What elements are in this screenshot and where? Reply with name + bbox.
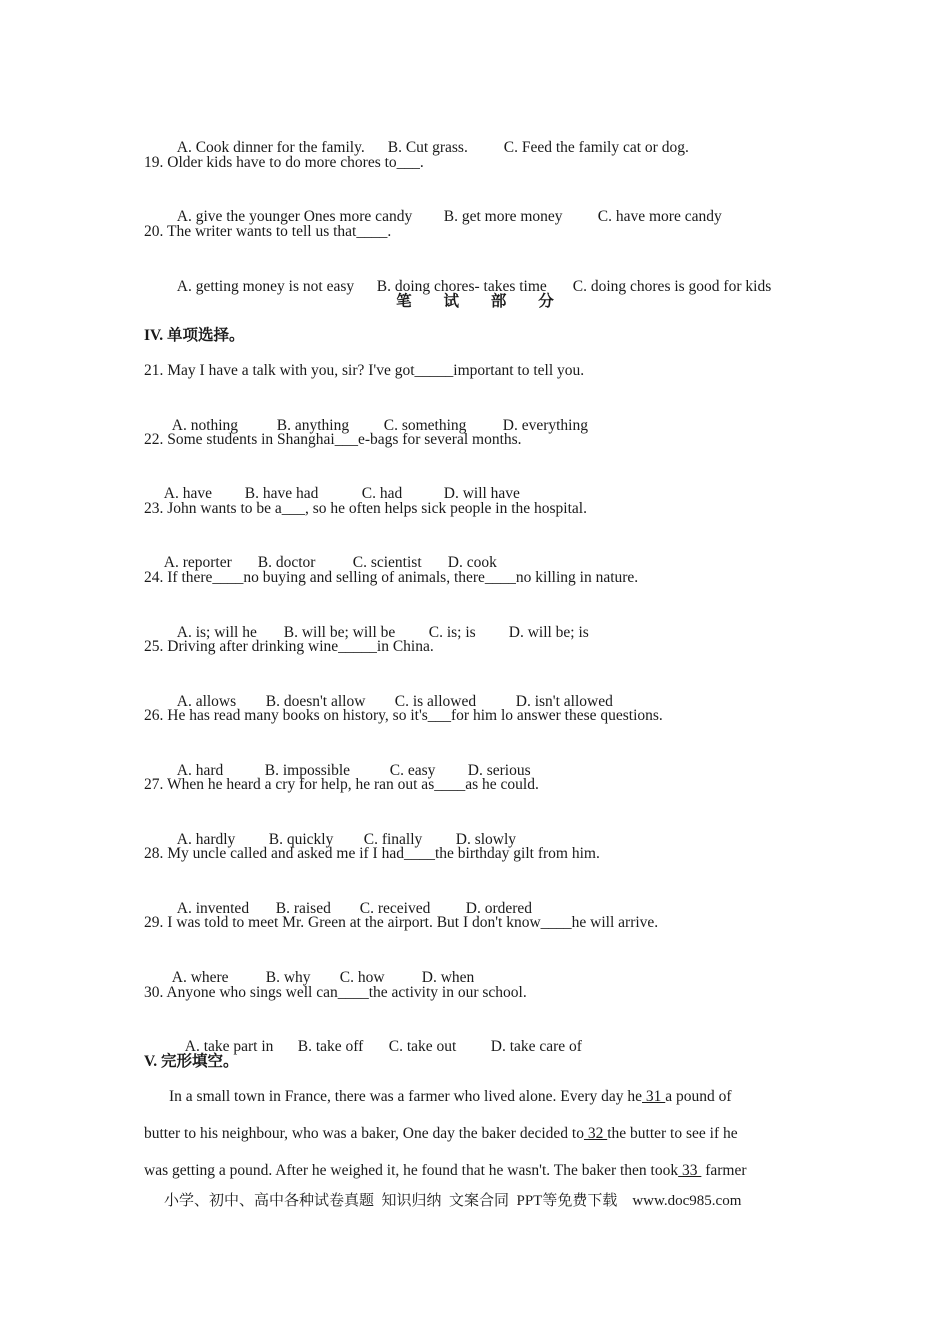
cloze-text: farmer: [701, 1162, 747, 1179]
option: B. doesn't allow: [265, 693, 366, 710]
option: C. finally: [363, 831, 423, 848]
option: A. getting money is not easy: [176, 278, 355, 295]
cloze-line-2: [144, 1124, 738, 1144]
option: D. isn't allowed: [515, 693, 613, 710]
option: A. invented: [176, 900, 250, 917]
option: D. everything: [502, 417, 588, 434]
page-footer: 小学、初中、高中各种试卷真题 知识归纳 文案合同 PPT等免费下载 www.doc985.com: [164, 1193, 742, 1209]
option: D. serious: [467, 762, 531, 779]
cloze-text: butter to his neighbour, who was a baker, One day the baker decided to: [144, 1125, 584, 1142]
option: A. is; will he: [176, 624, 257, 641]
question-28: 28. My uncle called and asked me if I had____the birthday gilt from him.: [144, 845, 600, 862]
option: B. Cut grass.: [387, 139, 468, 156]
cloze-text: a pound of: [665, 1088, 732, 1105]
option: A. allows: [176, 693, 237, 710]
option: C. doing chores is good for kids: [572, 278, 772, 295]
option: C. how: [339, 969, 385, 986]
option: B. raised: [275, 900, 331, 917]
question-22: 22. Some students in Shanghai___e-bags for several months.: [144, 431, 522, 448]
option: D. when: [421, 969, 475, 986]
option: B. have had: [244, 485, 319, 502]
option: D. cook: [447, 554, 497, 571]
option: C. Feed the family cat or dog.: [503, 139, 689, 156]
question-19: 19. Older kids have to do more chores to___.: [144, 154, 424, 171]
option: A. reporter: [163, 554, 232, 571]
section-4-heading: IV. 单项选择。: [144, 327, 245, 344]
cloze-text: In a small town in France, there was a farmer who lived alone. Every day he: [169, 1088, 643, 1105]
question-27: 27. When he heard a cry for help, he ran out as____as he could.: [144, 776, 539, 793]
cloze-text: the butter to see if he: [607, 1125, 738, 1142]
written-part-title: 笔 试 部 分: [396, 293, 568, 310]
option: C. have more candy: [597, 208, 722, 225]
option: A. take part in: [184, 1038, 274, 1055]
cloze-line-1: [169, 1087, 732, 1107]
option: C. something: [383, 417, 467, 434]
option: B. will be; will be: [283, 624, 396, 641]
cloze-blank-31: 31: [642, 1088, 666, 1105]
option: C. is; is: [428, 624, 476, 641]
option: A. hardly: [176, 831, 236, 848]
option: A. hard: [176, 762, 224, 779]
option: A. have: [163, 485, 212, 502]
option: A. nothing: [171, 417, 239, 434]
question-30: 30. Anyone who sings well can____the activity in our school.: [144, 984, 527, 1001]
q19-options: [169, 187, 722, 227]
q29-options: [164, 948, 474, 988]
option: B. why: [265, 969, 311, 986]
cloze-blank-32: 32: [583, 1125, 608, 1142]
q20-options: [169, 257, 771, 297]
q23-options: [156, 533, 497, 573]
q18-options: [169, 118, 689, 158]
option: C. easy: [389, 762, 436, 779]
cloze-text: was getting a pound. After he weighed it, he found that he wasn't. The baker then took: [144, 1162, 679, 1179]
question-20: 20. The writer wants to tell us that____.: [144, 223, 392, 240]
option: C. received: [359, 900, 431, 917]
option: B. anything: [276, 417, 350, 434]
q22-options: [156, 464, 520, 504]
question-29: 29. I was told to meet Mr. Green at the airport. But I don't know____he will arrive.: [144, 914, 659, 931]
option: A. where: [171, 969, 229, 986]
cloze-line-3: [144, 1161, 747, 1181]
option: B. take off: [297, 1038, 364, 1055]
option: A. give the younger Ones more candy: [176, 208, 413, 225]
option: B. quickly: [268, 831, 334, 848]
option: B. doctor: [257, 554, 316, 571]
option: A. Cook dinner for the family.: [176, 139, 365, 156]
option: C. scientist: [352, 554, 422, 571]
section-5-heading: V. 完形填空。: [144, 1053, 239, 1070]
cloze-blank-33: 33: [678, 1162, 702, 1179]
option: C. take out: [388, 1038, 457, 1055]
option: C. is allowed: [394, 693, 477, 710]
question-21: 21. May I have a talk with you, sir? I've got_____important to tell you.: [144, 362, 585, 379]
option: C. had: [361, 485, 403, 502]
option: D. take care of: [490, 1038, 582, 1055]
option: B. get more money: [443, 208, 563, 225]
option: D. will be; is: [508, 624, 589, 641]
question-24: 24. If there____no buying and selling of animals, there____no killing in nature.: [144, 569, 639, 586]
option: D. ordered: [465, 900, 533, 917]
q30-options: [177, 1017, 582, 1057]
option: B. doing chores- takes time: [376, 278, 547, 295]
option: B. impossible: [264, 762, 351, 779]
option: D. will have: [443, 485, 520, 502]
question-26: 26. He has read many books on history, so it's___for him lo answer these questions.: [144, 707, 663, 724]
question-23: 23. John wants to be a___, so he often helps sick people in the hospital.: [144, 500, 587, 517]
option: D. slowly: [455, 831, 517, 848]
question-25: 25. Driving after drinking wine_____in China.: [144, 638, 434, 655]
